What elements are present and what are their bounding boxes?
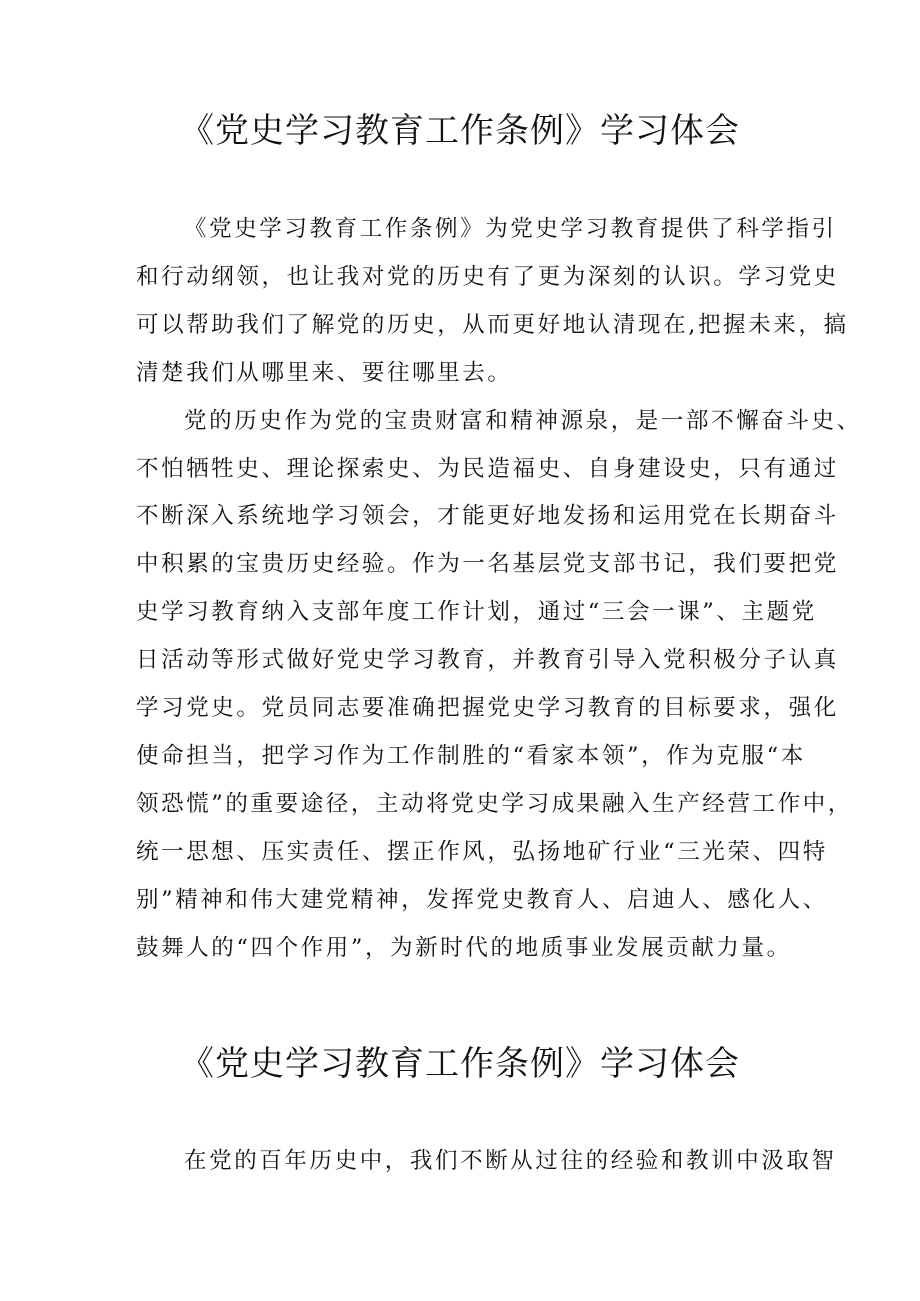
paragraph-line: 统一思想、压实责任、摆正作风，弘扬地矿行业“三光荣、四特	[136, 839, 828, 865]
page-title: 《党史学习教育工作条例》学习体会	[180, 111, 740, 151]
paragraph-line: 中积累的宝贵历史经验。作为一名基层党支部书记，我们要把党	[136, 551, 839, 577]
paragraph-line: 《党史学习教育工作条例》为党史学习教育提供了科学指引	[184, 216, 837, 242]
paragraph-line: 清楚我们从哪里来、要往哪里去。	[136, 360, 513, 386]
paragraph-line: 日活动等形式做好党史学习教育，并教育引导入党积极分子认真	[136, 647, 839, 673]
paragraph-line: 在党的百年历史中，我们不断从过往的经验和教训中汲取智	[184, 1148, 837, 1174]
paragraph-line: 学习党史。党员同志要准确把握党史学习教育的目标要求，强化	[136, 695, 839, 721]
paragraph-line: 和行动纲领，也让我对党的历史有了更为深刻的认识。学习党史	[136, 264, 839, 290]
paragraph-line: 使命担当，把学习作为工作制胜的“看家本领”，作为克服“本	[136, 743, 806, 769]
paragraph-line: 不断深入系统地学习领会，才能更好地发扬和运用党在长期奋斗	[136, 503, 839, 529]
paragraph-line: 史学习教育纳入支部年度工作计划，通过“三会一课”、主题党	[136, 599, 817, 625]
paragraph-line: 不怕牺牲史、理论探索史、为民造福史、自身建设史，只有通过	[136, 456, 839, 482]
paragraph-line: 鼓舞人的“四个作用”，为新时代的地质事业发展贡献力量。	[136, 935, 792, 961]
paragraph-line: 可以帮助我们了解党的历史，从而更好地认清现在,把握未来，搞	[136, 312, 849, 338]
paragraph-line: 党的历史作为党的宝贵财富和精神源泉，是一部不懈奋斗史、	[184, 408, 862, 434]
paragraph-line: 领恐慌”的重要途径，主动将党史学习成果融入生产经营工作中，	[136, 791, 853, 817]
section-title: 《党史学习教育工作条例》学习体会	[180, 1044, 740, 1084]
paragraph-line: 别”精神和伟大建党精神，发挥党史教育人、启迪人、感化人、	[136, 887, 828, 913]
